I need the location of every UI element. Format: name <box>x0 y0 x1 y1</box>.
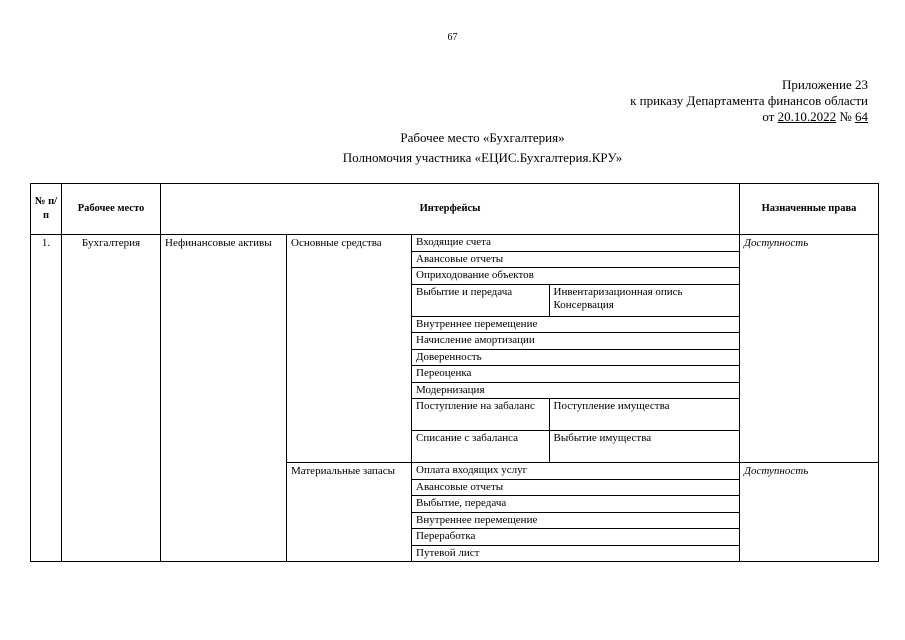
interfaces-table <box>30 183 879 562</box>
list-item: Путевой лист <box>416 546 480 559</box>
document-titles <box>0 128 905 168</box>
list-item: Оприходование объектов <box>412 268 739 285</box>
appendix-number-sign: № <box>839 109 852 124</box>
header-rights: Назначенные права <box>740 184 879 235</box>
list-item: Доверенность <box>412 349 739 366</box>
workplace-title: Рабочее место «Бухгалтерия» <box>400 130 565 145</box>
row-workplace: Бухгалтерия <box>62 235 161 562</box>
group-name-inventory: Материальные запасы <box>287 463 412 562</box>
list-item: Переоценка <box>412 366 739 383</box>
appendix-number: 64 <box>855 109 868 124</box>
header-num: № п/п <box>31 184 62 235</box>
appendix-title: Приложение 23 <box>781 77 868 92</box>
list-item: Авансовые отчеты <box>412 479 739 496</box>
list-item: Переработка <box>412 529 739 546</box>
rights-fixed-assets: Доступность <box>740 235 879 463</box>
header-interfaces: Интерфейсы <box>161 184 740 235</box>
appendix-date-prefix: от <box>762 109 778 124</box>
list-item: Выбытие и передача Инвентаризационная опись Консервация <box>412 284 739 316</box>
rights-inventory: Доступность <box>740 463 879 562</box>
list-item: Входящие счета <box>412 235 739 251</box>
list-item: Списание с забаланса Выбытие имущества <box>412 431 739 463</box>
list-item: Внутреннее перемещение <box>412 512 739 529</box>
appendix-order: к приказу Департамента финансов области <box>630 93 868 108</box>
appendix-date-line <box>630 109 868 125</box>
page-number: 67 <box>447 32 458 43</box>
list-item: Выбытие, передача <box>412 496 739 513</box>
list-item: Внутреннее перемещение <box>412 316 739 333</box>
appendix-date: 20.10.2022 <box>777 109 837 124</box>
list-item: Поступление на забаланс Поступление имущества <box>412 399 739 431</box>
table-row <box>31 235 879 463</box>
header-workplace: Рабочее место <box>62 184 161 235</box>
list-item: Модернизация <box>412 382 739 399</box>
list-item: Начисление амортизации <box>412 333 739 350</box>
list-item: Оплата входящих услуг <box>412 463 739 479</box>
row-category: Нефинансовые активы <box>161 235 287 562</box>
group-items-inventory <box>412 463 740 562</box>
table-header-row <box>31 184 879 235</box>
powers-title: Полномочия участника «ЕЦИС.Бухгалтерия.КРУ» <box>342 150 623 165</box>
appendix-block <box>630 77 868 125</box>
row-num: 1. <box>31 235 62 562</box>
list-item: Авансовые отчеты <box>412 251 739 268</box>
group-name-fixed-assets: Основные средства <box>287 235 412 463</box>
group-items-fixed-assets <box>412 235 740 463</box>
